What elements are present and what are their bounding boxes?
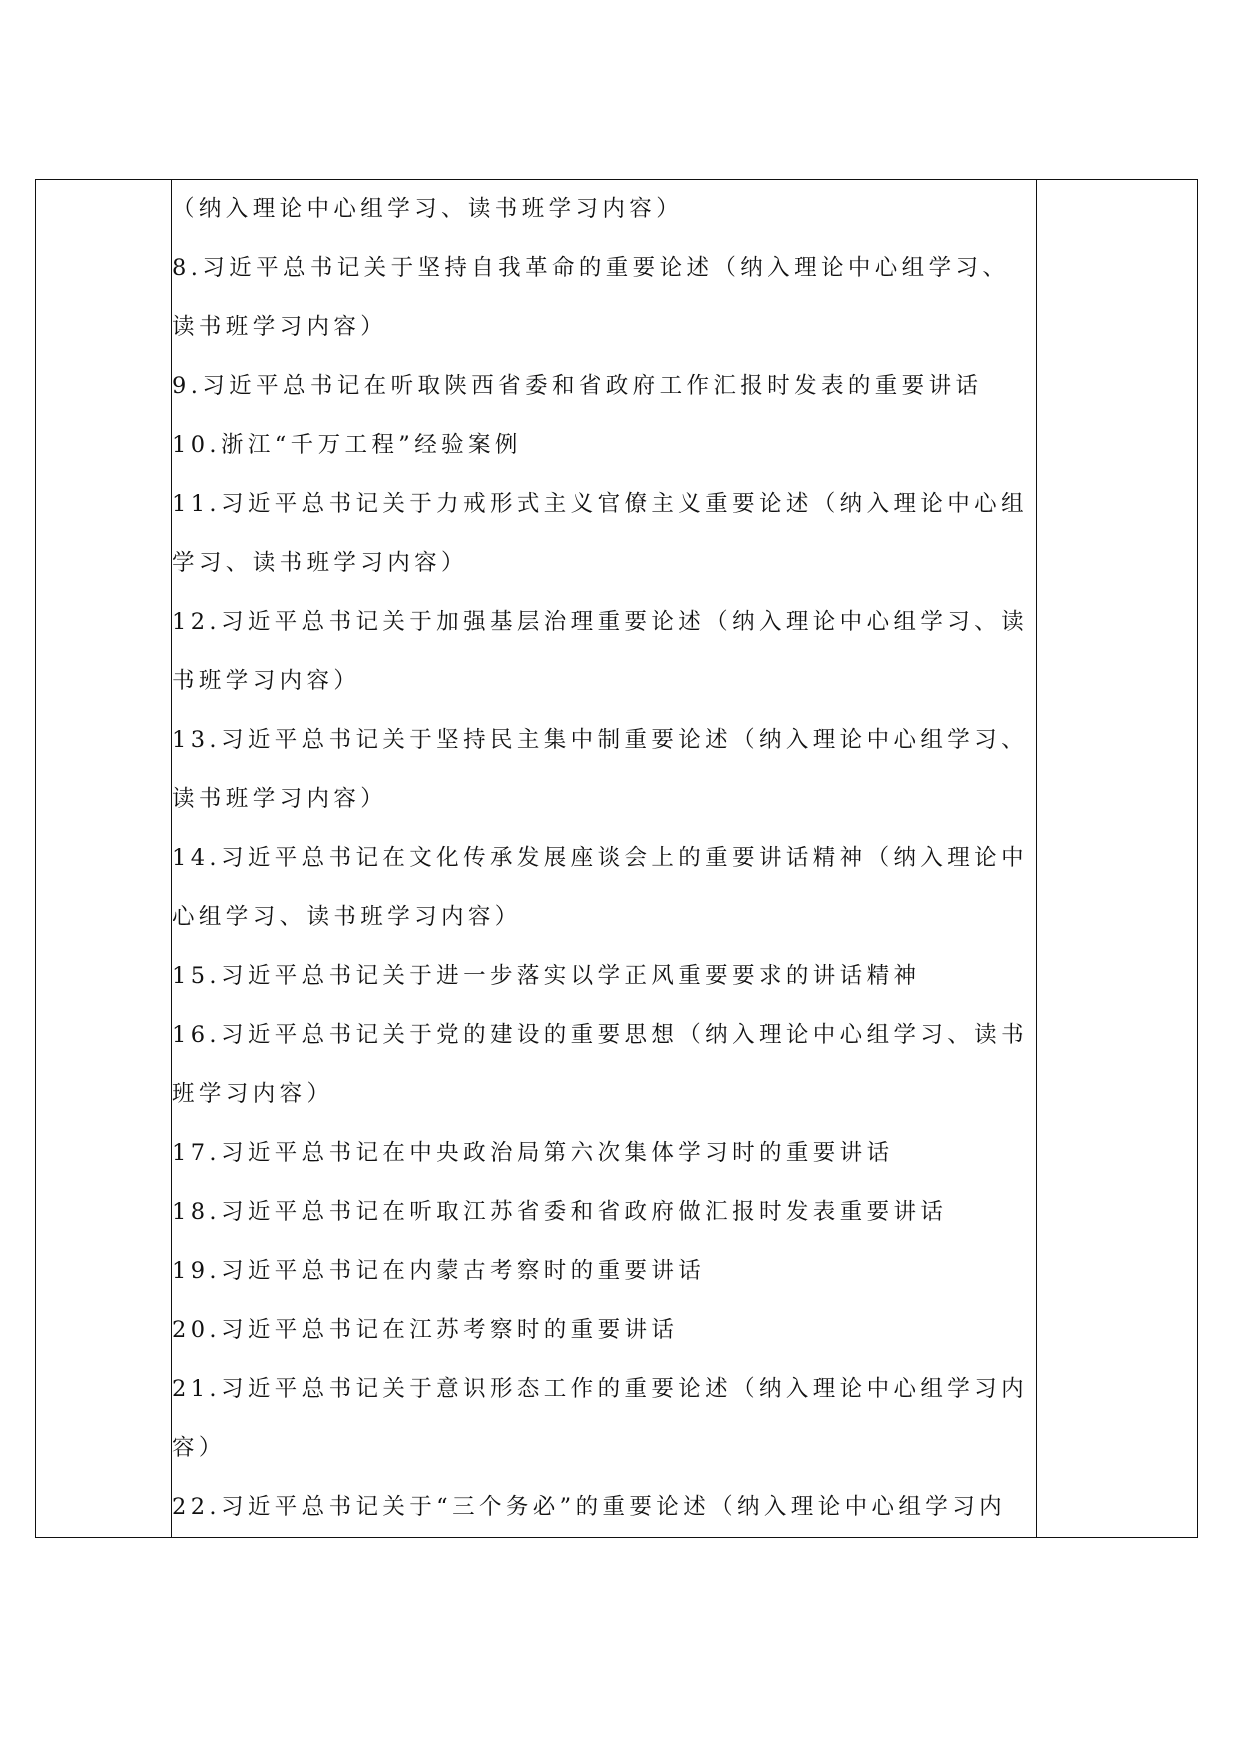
left-cell <box>36 180 172 1538</box>
list-item: 21.习近平总书记关于意识形态工作的重要论述（纳入理论中心组学习内容） <box>172 1376 1028 1461</box>
list-item: 10.浙江“千万工程”经验案例 <box>172 432 522 458</box>
list-item: 9.习近平总书记在听取陕西省委和省政府工作汇报时发表的重要讲话 <box>172 373 983 399</box>
table-row <box>36 180 1198 1538</box>
list-item: 14.习近平总书记在文化传承发展座谈会上的重要讲话精神（纳入理论中心组学习、读书班学习内容） <box>172 845 1028 930</box>
list-item: 13.习近平总书记关于坚持民主集中制重要论述（纳入理论中心组学习、读书班学习内容） <box>172 727 1028 812</box>
list-item: 18.习近平总书记在听取江苏省委和省政府做汇报时发表重要讲话 <box>172 1199 948 1225</box>
list-item: 19.习近平总书记在内蒙古考察时的重要讲话 <box>172 1258 706 1284</box>
list-item: 12.习近平总书记关于加强基层治理重要论述（纳入理论中心组学习、读书班学习内容） <box>172 609 1028 694</box>
study-content-table <box>35 179 1198 1538</box>
list-item: 20.习近平总书记在江苏考察时的重要讲话 <box>172 1317 679 1343</box>
list-item: （纳入理论中心组学习、读书班学习内容） <box>172 196 684 222</box>
content-cell <box>172 180 1037 1538</box>
list-item: 15.习近平总书记关于进一步落实以学正风重要要求的讲话精神 <box>172 963 921 989</box>
list-item: 8.习近平总书记关于坚持自我革命的重要论述（纳入理论中心组学习、读书班学习内容） <box>172 255 1010 340</box>
list-item: 16.习近平总书记关于党的建设的重要思想（纳入理论中心组学习、读书班学习内容） <box>172 1022 1028 1107</box>
right-cell <box>1037 180 1198 1538</box>
list-item: 22.习近平总书记关于“三个务必”的重要论述（纳入理论中心组学习内 <box>172 1494 1006 1520</box>
list-item: 11.习近平总书记关于力戒形式主义官僚主义重要论述（纳入理论中心组学习、读书班学习内容） <box>172 491 1028 576</box>
list-item: 17.习近平总书记在中央政治局第六次集体学习时的重要讲话 <box>172 1140 894 1166</box>
